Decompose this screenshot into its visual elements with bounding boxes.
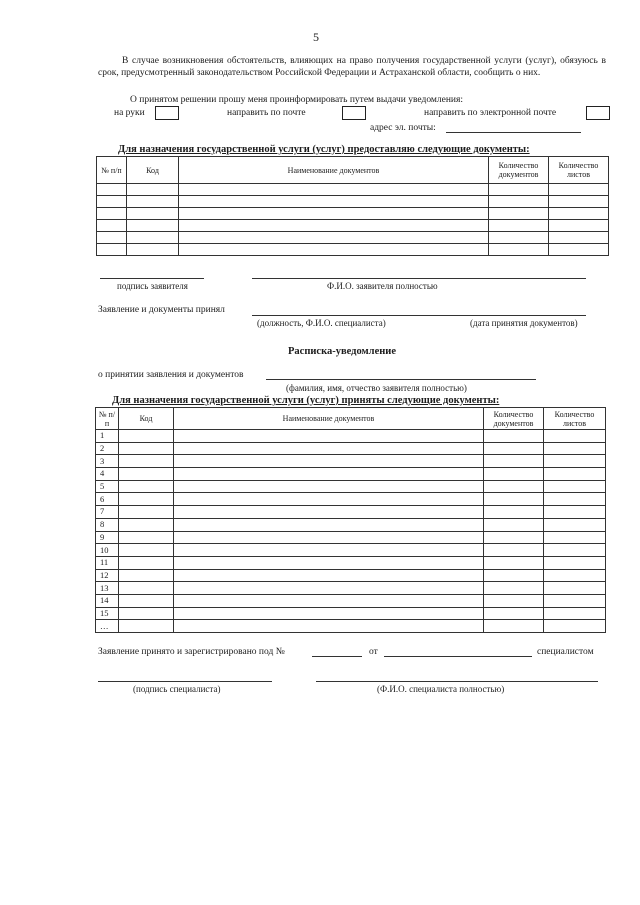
row-number: 5	[96, 480, 119, 493]
specialist-fio-caption: (Ф.И.О. специалиста полностью)	[377, 684, 505, 694]
option-by-email-label: направить по электронной почте	[424, 108, 557, 118]
row-number: 8	[96, 518, 119, 531]
row-number: 9	[96, 531, 119, 544]
email-label: адрес эл. почты:	[370, 123, 436, 133]
row-number: 14	[96, 594, 119, 607]
applicant-fio-line[interactable]	[252, 278, 586, 279]
table1-header-num: № п/п	[97, 157, 127, 184]
table-row	[96, 594, 606, 607]
option-by-hand-checkbox[interactable]	[155, 106, 179, 120]
row-number: 13	[96, 582, 119, 595]
table-row	[96, 582, 606, 595]
receipt-about-label: о принятии заявления и документов	[98, 370, 244, 380]
table-row	[96, 430, 606, 443]
table1	[96, 156, 609, 256]
specialist-signature-caption: (подпись специалиста)	[133, 684, 221, 694]
accepted-label: Заявление и документы принял	[98, 305, 225, 315]
table-row	[96, 620, 606, 633]
table2-header-name: Наименование документов	[174, 408, 484, 430]
from-label: от	[369, 647, 378, 657]
option-by-post-checkbox[interactable]	[342, 106, 366, 120]
row-number: 12	[96, 569, 119, 582]
registered-label: Заявление принято и зарегистрировано под №	[98, 647, 285, 657]
row-number: 4	[96, 468, 119, 481]
table-row	[96, 544, 606, 557]
page-number: 5	[313, 30, 319, 44]
table-row	[97, 208, 609, 220]
table-row	[97, 184, 609, 196]
option-by-post-label: направить по почте	[227, 108, 306, 118]
option-by-hand-label: на руки	[114, 108, 145, 118]
row-number: 10	[96, 544, 119, 557]
intro-paragraph: В случае возникновения обстоятельств, влияющих на право получения государственной услуги (услуг), обязуюсь в срок, предусмотренный законодательством Российской Федерации и Астраханской области, сообщить о них.	[98, 56, 606, 78]
table2-header-qty: Количество документов	[484, 408, 544, 430]
specialist-signature-line[interactable]	[98, 681, 272, 682]
specialist-label: специалистом	[537, 647, 594, 657]
table-row	[96, 442, 606, 455]
table1-header-qty: Количество документов	[489, 157, 549, 184]
applicant-fio-caption: Ф.И.О. заявителя полностью	[327, 281, 438, 291]
table1-title: Для назначения государственной услуги (услуг) предоставляю следующие документы:	[118, 144, 530, 155]
table1-header-code: Код	[127, 157, 179, 184]
table2-header-sheets: Количество листов	[544, 408, 606, 430]
table1-header-sheets: Количество листов	[549, 157, 609, 184]
row-number: 7	[96, 506, 119, 519]
row-number: 11	[96, 556, 119, 569]
date-accepted-caption: (дата принятия документов)	[470, 318, 578, 328]
receipt-applicant-line[interactable]	[266, 379, 536, 380]
specialist-fio-line[interactable]	[316, 681, 598, 682]
row-number: 15	[96, 607, 119, 620]
table-row	[97, 244, 609, 256]
option-by-email-checkbox[interactable]	[586, 106, 610, 120]
table-row	[96, 455, 606, 468]
table-row	[96, 518, 606, 531]
applicant-signature-caption: подпись заявителя	[117, 281, 188, 291]
row-number: 3	[96, 455, 119, 468]
table-row	[96, 531, 606, 544]
table2	[95, 407, 606, 633]
row-number: …	[96, 620, 119, 633]
table-row	[96, 506, 606, 519]
receipt-title: Расписка-уведомление	[288, 346, 396, 357]
position-fio-caption: (должность, Ф.И.О. специалиста)	[257, 318, 386, 328]
table2-header-num: № п/п	[96, 408, 119, 430]
accepted-by-line[interactable]	[252, 315, 586, 316]
table1-header-name: Наименование документов	[179, 157, 489, 184]
table-row	[97, 220, 609, 232]
table-row	[97, 232, 609, 244]
table-row	[97, 196, 609, 208]
table-row	[96, 569, 606, 582]
registration-date-line[interactable]	[384, 656, 532, 657]
row-number: 2	[96, 442, 119, 455]
table-row	[96, 607, 606, 620]
applicant-signature-line[interactable]	[100, 278, 204, 279]
row-number: 1	[96, 430, 119, 443]
table2-header-code: Код	[119, 408, 174, 430]
receipt-applicant-caption: (фамилия, имя, отчество заявителя полностью)	[286, 383, 467, 393]
notify-text: О принятом решении прошу меня проинформировать путем выдачи уведомления:	[130, 95, 464, 105]
table-row	[96, 468, 606, 481]
row-number: 6	[96, 493, 119, 506]
table-row	[96, 556, 606, 569]
table-row	[96, 493, 606, 506]
registration-number-line[interactable]	[312, 656, 362, 657]
email-line[interactable]	[446, 132, 581, 133]
table-row	[96, 480, 606, 493]
table2-title: Для назначения государственной услуги (услуг) приняты следующие документы:	[112, 395, 500, 406]
